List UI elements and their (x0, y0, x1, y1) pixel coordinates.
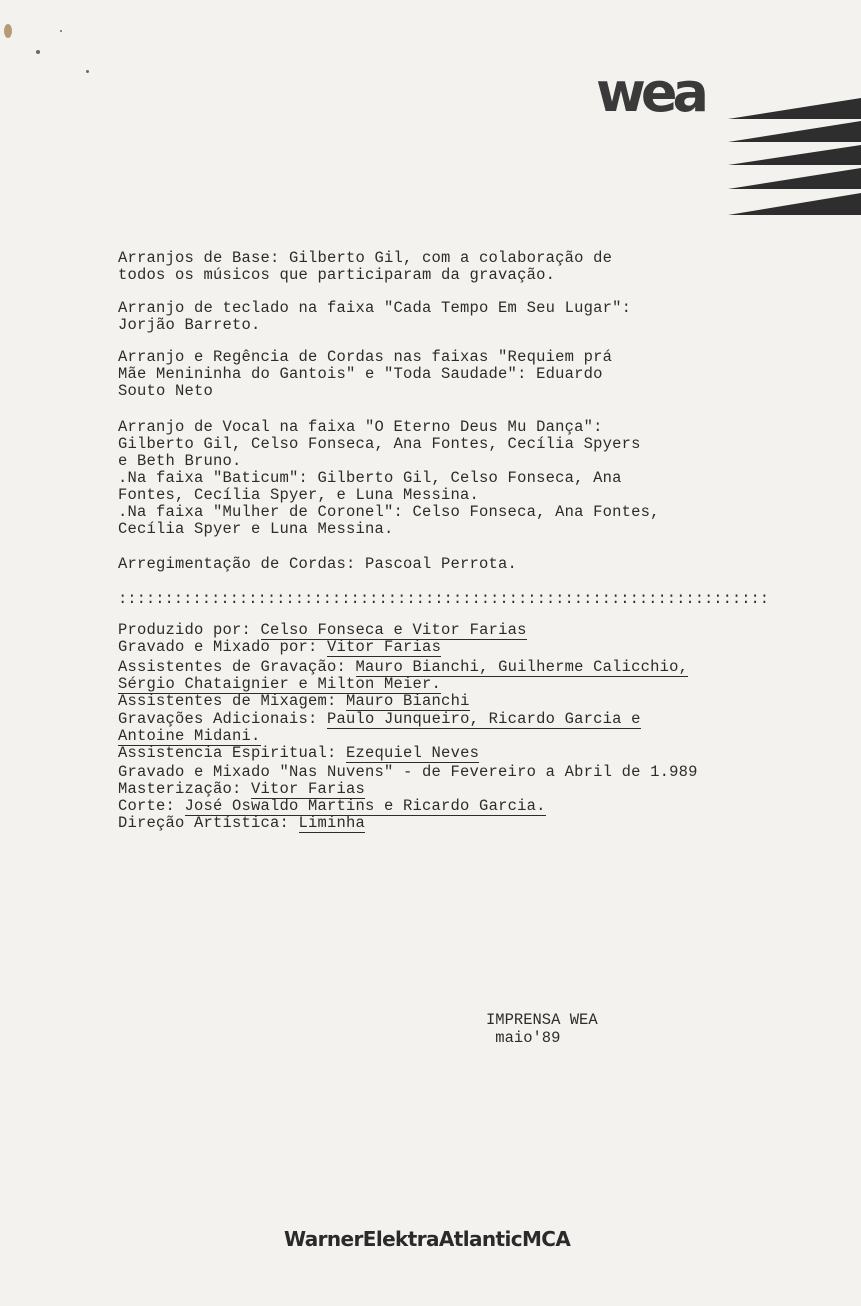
wea-logo: wea (596, 61, 704, 124)
vocal-arrangement-line-2: Gilberto Gil, Celso Fonseca, Ana Fontes, Cecília Spyers (118, 435, 641, 453)
mix-assistants-value: Mauro Bianchi (346, 692, 470, 710)
mix-assistants-label: Assistentes de Mixagem: (118, 692, 347, 710)
additional-recordings-value-2: Antoine Midani. (118, 727, 261, 745)
wea-wedge-stripes-icon (728, 95, 861, 220)
cut-label: Corte: (118, 797, 185, 815)
additional-recordings-line-2 (118, 728, 261, 745)
cut-line (118, 798, 546, 815)
paper-speck (36, 50, 40, 54)
imprint-line-2: maio'89 (486, 1029, 561, 1047)
produced-by-label: Produzido por: (118, 621, 261, 639)
recording-assistants-line (118, 659, 688, 676)
spiritual-assistance-line (118, 745, 479, 762)
vocal-arrangement-line-1: Arranjo de Vocal na faixa "O Eterno Deus Mu Dança": (118, 418, 603, 436)
base-arrangement-line-1: Arranjos de Base: Gilberto Gil, com a colaboração de (118, 249, 613, 267)
recording-assistants-value-2: Sérgio Chataignier e Milton Meier. (118, 675, 442, 693)
base-arrangement-line-2: todos os músicos que participaram da gravação. (118, 266, 556, 284)
paper-speck (86, 70, 89, 73)
produced-by-line (118, 622, 527, 639)
recording-assistants-label: Assistentes de Gravação: (118, 658, 356, 676)
spiritual-assistance-label: Assistencia Espiritual: (118, 744, 347, 762)
artistic-direction-line (118, 815, 365, 832)
mixed-by-label: Gravado e Mixado por: (118, 638, 328, 656)
vocal-arrangement-line-5: Fontes, Cecília Spyer, e Luna Messina. (118, 486, 480, 504)
mixed-by-line (118, 639, 441, 656)
spiritual-assistance-value: Ezequiel Neves (346, 744, 480, 762)
paper-speck (60, 30, 62, 32)
colon-separator: :::::::::::::::::::::::::::::::::::::::::::::::::::::::::::::::::::::: (118, 590, 770, 608)
vocal-arrangement-line-4: .Na faixa "Baticum": Gilberto Gil, Celso Fonseca, Ana (118, 469, 622, 487)
mastering-label: Masterização: (118, 780, 252, 798)
imprint-line-1: IMPRENSA WEA (486, 1011, 598, 1029)
vocal-arrangement-line-3: e Beth Bruno. (118, 452, 242, 470)
strings-arrangement-line-3: Souto Neto (118, 382, 214, 400)
artistic-direction-label: Direção Artística: (118, 814, 299, 832)
additional-recordings-label: Gravações Adicionais: (118, 710, 328, 728)
cut-value: José Oswaldo Martins e Ricardo Garcia. (184, 797, 546, 815)
paper-stain (4, 24, 12, 38)
vocal-arrangement-line-7: Cecília Spyer e Luna Messina. (118, 520, 394, 538)
mastering-value: Vitor Farias (251, 780, 366, 798)
additional-recordings-line (118, 711, 641, 728)
strings-arrangement-line-2: Mãe Menininha do Gantois" e "Toda Saudade": Eduardo (118, 365, 603, 383)
recorded-dates-line: Gravado e Mixado "Nas Nuvens" - de Fevereiro a Abril de 1.989 (118, 763, 698, 781)
recording-assistants-line-2 (118, 676, 441, 693)
keys-arrangement-line-2: Jorjão Barreto. (118, 316, 261, 334)
strings-regiment-line: Arregimentação de Cordas: Pascoal Perrota. (118, 555, 518, 573)
strings-arrangement-line-1: Arranjo e Regência de Cordas nas faixas "Requiem prá (118, 348, 613, 366)
produced-by-value: Celso Fonseca e Vitor Farias (260, 621, 527, 639)
keys-arrangement-line-1: Arranjo de teclado na faixa "Cada Tempo Em Seu Lugar": (118, 299, 632, 317)
vocal-arrangement-line-6: .Na faixa "Mulher de Coronel": Celso Fonseca, Ana Fontes, (118, 503, 660, 521)
additional-recordings-value-1: Paulo Junqueiro, Ricardo Garcia e (327, 710, 641, 728)
mastering-line (118, 781, 365, 798)
mix-assistants-line (118, 693, 470, 710)
artistic-direction-value: Liminha (298, 814, 366, 832)
recording-assistants-value-1: Mauro Bianchi, Guilherme Calicchio, (355, 658, 689, 676)
footer-brand-logo: WarnerElektraAtlanticMCA (284, 1227, 571, 1251)
mixed-by-value: Vitor Farias (327, 638, 442, 656)
imprint-block (486, 1011, 598, 1047)
